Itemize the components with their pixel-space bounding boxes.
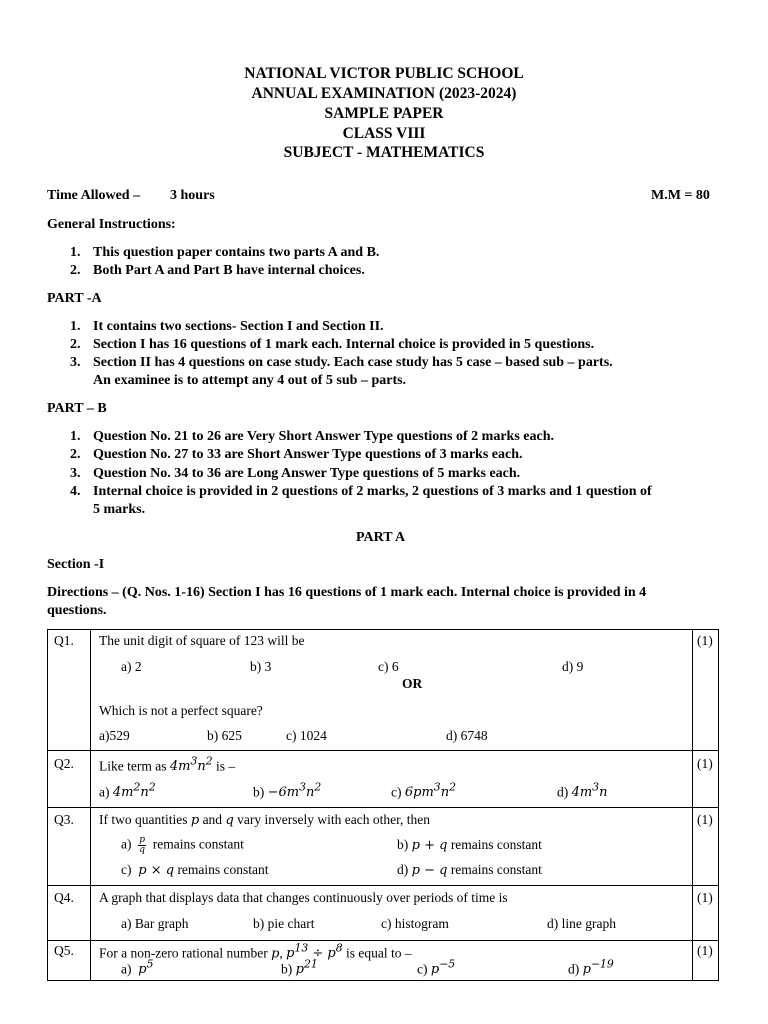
option-label: b) bbox=[397, 837, 412, 852]
option-a: a) 2 bbox=[121, 659, 142, 674]
question-marks: (1) bbox=[697, 812, 713, 827]
directions-line-2: questions. bbox=[47, 603, 107, 618]
option-b: b) pie chart bbox=[253, 916, 315, 931]
part-b-item-1: Question No. 21 to 26 are Very Short Answer Type questions of 2 marks each. bbox=[93, 429, 554, 444]
option-b: b) 625 bbox=[207, 728, 242, 743]
math-expression: $p^{21}$ bbox=[295, 958, 318, 978]
question-text bbox=[99, 755, 235, 774]
question-text: The unit digit of square of 123 will be bbox=[99, 633, 305, 648]
or-separator: OR bbox=[402, 676, 423, 691]
general-instructions-heading: General Instructions: bbox=[47, 217, 176, 232]
row-divider bbox=[48, 940, 718, 941]
question-text-part: If two quantities bbox=[99, 812, 191, 827]
class-title: CLASS VIII bbox=[342, 125, 426, 142]
option-text: remains constant bbox=[447, 837, 542, 852]
question-text-part: is equal to – bbox=[342, 945, 412, 961]
math-expression: $4m^3n$ bbox=[571, 781, 608, 801]
question-marks: (1) bbox=[697, 890, 713, 905]
option-text: remains constant bbox=[152, 836, 244, 852]
list-number: 1. bbox=[70, 245, 81, 260]
math-expression: $4m^3n^2$ bbox=[169, 755, 213, 775]
part-b-item-2: Question No. 27 to 33 are Short Answer Type questions of 3 marks each. bbox=[93, 447, 523, 462]
option-label: d) bbox=[568, 961, 583, 977]
math-variable: p bbox=[190, 813, 200, 828]
part-a-item-3-continued: An examinee is to attempt any 4 out of 5 sub – parts. bbox=[93, 373, 407, 388]
option-label: a) bbox=[121, 961, 132, 977]
list-number: 4. bbox=[70, 484, 81, 499]
exam-title: ANNUAL EXAMINATION (2023-2024) bbox=[251, 85, 517, 102]
option-d: d) line graph bbox=[547, 916, 616, 931]
math-expression: $p^{13} \div p^8$ bbox=[286, 942, 343, 962]
directions-line-1: Directions – (Q. Nos. 1-16) Section I has 16 questions of 1 mark each. Internal choice is provided in 4 bbox=[47, 585, 647, 600]
option-d bbox=[568, 958, 614, 977]
question-number: Q4. bbox=[54, 890, 74, 905]
math-expression: p × q bbox=[138, 863, 175, 878]
part-a-intro-heading: PART -A bbox=[47, 291, 102, 306]
numerator: p bbox=[139, 835, 146, 845]
option-d: d) 9 bbox=[562, 659, 584, 674]
question-number: Q3. bbox=[54, 812, 74, 827]
question-number: Q1. bbox=[54, 633, 74, 648]
question-marks: (1) bbox=[697, 633, 713, 648]
option-a: a)529 bbox=[99, 728, 130, 743]
option-c bbox=[391, 781, 456, 800]
paper-title: SAMPLE PAPER bbox=[324, 105, 444, 122]
list-number: 2. bbox=[70, 447, 81, 462]
question-number: Q5. bbox=[54, 943, 74, 958]
time-allowed-label: Time Allowed – bbox=[47, 188, 141, 203]
option-b bbox=[397, 837, 542, 853]
option-c bbox=[417, 958, 455, 977]
math-expression: p + q bbox=[411, 838, 448, 853]
question-text-part: is – bbox=[212, 758, 236, 774]
math-expression: p bbox=[271, 946, 280, 962]
row-divider bbox=[48, 750, 718, 751]
list-number: 1. bbox=[70, 319, 81, 334]
max-marks: M.M = 80 bbox=[651, 188, 710, 203]
school-name: NATIONAL VICTOR PUBLIC SCHOOL bbox=[244, 65, 524, 82]
option-label: b) bbox=[281, 961, 296, 977]
option-c: c) 6 bbox=[378, 659, 399, 674]
list-number: 3. bbox=[70, 355, 81, 370]
part-b-item-4: Internal choice is provided in 2 questions of 2 marks, 2 questions of 3 marks and 1 question of bbox=[93, 484, 652, 499]
option-c: c) histogram bbox=[381, 916, 449, 931]
option-label: d) bbox=[397, 862, 412, 877]
row-divider bbox=[48, 807, 718, 808]
part-a-item-1: It contains two sections- Section I and Section II. bbox=[93, 319, 384, 334]
time-allowed-value: 3 hours bbox=[170, 188, 215, 203]
list-number: 3. bbox=[70, 466, 81, 481]
column-divider bbox=[90, 630, 91, 980]
math-expression: $6pm^3n^2$ bbox=[404, 781, 456, 801]
math-expression: $p^5$ bbox=[138, 958, 154, 978]
option-a bbox=[121, 836, 244, 855]
list-number: 1. bbox=[70, 429, 81, 444]
option-d bbox=[397, 862, 542, 878]
option-a bbox=[121, 958, 153, 977]
general-item-2: Both Part A and Part B have internal choices. bbox=[93, 263, 365, 278]
option-label: d) bbox=[557, 784, 572, 800]
part-a-item-3: Section II has 4 questions on case study. Each case study has 5 case – based sub – parts. bbox=[93, 355, 613, 370]
question-text-part: and bbox=[199, 812, 226, 827]
math-variable: q bbox=[225, 813, 234, 828]
question-text: For a non-zero rational number p, $p^{13} \div p^8$ is equal to – bbox=[99, 942, 412, 962]
option-b: b) 3 bbox=[250, 659, 272, 674]
option-label: c) bbox=[417, 961, 431, 977]
question-text: Which is not a perfect square? bbox=[99, 703, 263, 718]
fraction-p-over-q bbox=[138, 836, 146, 855]
part-b-item-4-continued: 5 marks. bbox=[93, 502, 146, 517]
option-label: b) bbox=[253, 784, 268, 800]
question-marks: (1) bbox=[697, 943, 713, 958]
question-text bbox=[99, 812, 430, 828]
question-text-part: Like term as bbox=[99, 758, 170, 774]
column-divider bbox=[692, 630, 693, 980]
question-number: Q2. bbox=[54, 756, 74, 771]
option-text: remains constant bbox=[174, 862, 269, 877]
option-a bbox=[99, 781, 156, 800]
option-b bbox=[281, 958, 318, 977]
math-expression: $p^{-5}$ bbox=[430, 958, 456, 978]
part-b-intro-heading: PART – B bbox=[47, 401, 107, 416]
questions-table bbox=[47, 629, 719, 981]
option-c bbox=[121, 862, 269, 878]
part-b-item-3: Question No. 34 to 36 are Long Answer Type questions of 5 marks each. bbox=[93, 466, 521, 481]
option-d bbox=[557, 781, 608, 800]
part-a-title: PART A bbox=[356, 530, 406, 545]
question-text-part: vary inversely with each other, then bbox=[233, 812, 431, 827]
option-d: d) 6748 bbox=[446, 728, 488, 743]
question-marks: (1) bbox=[697, 756, 713, 771]
denominator: q bbox=[139, 845, 146, 855]
math-expression: p − q bbox=[411, 863, 448, 878]
option-label: c) bbox=[121, 862, 132, 877]
math-expression: $p^{-19}$ bbox=[582, 958, 614, 978]
option-text: remains constant bbox=[447, 862, 542, 877]
section-title: Section -I bbox=[47, 557, 105, 572]
general-item-1: This question paper contains two parts A and B. bbox=[93, 245, 380, 260]
subject-title: SUBJECT - MATHEMATICS bbox=[283, 144, 485, 161]
part-a-item-2: Section I has 16 questions of 1 mark each. Internal choice is provided in 5 questions. bbox=[93, 337, 595, 352]
question-text-part: For a non-zero rational number bbox=[99, 945, 272, 961]
option-b bbox=[253, 781, 321, 800]
question-text: A graph that displays data that changes continuously over periods of time is bbox=[99, 890, 508, 905]
list-number: 2. bbox=[70, 337, 81, 352]
option-label: a) bbox=[121, 836, 132, 852]
option-a: a) Bar graph bbox=[121, 916, 189, 931]
list-number: 2. bbox=[70, 263, 81, 278]
option-label: c) bbox=[391, 784, 405, 800]
math-expression: $4m^2n^2$ bbox=[112, 781, 156, 801]
option-c: c) 1024 bbox=[286, 728, 327, 743]
row-divider bbox=[48, 885, 718, 886]
math-expression: $-6m^3n^2$ bbox=[267, 781, 322, 801]
option-label: a) bbox=[99, 784, 113, 800]
